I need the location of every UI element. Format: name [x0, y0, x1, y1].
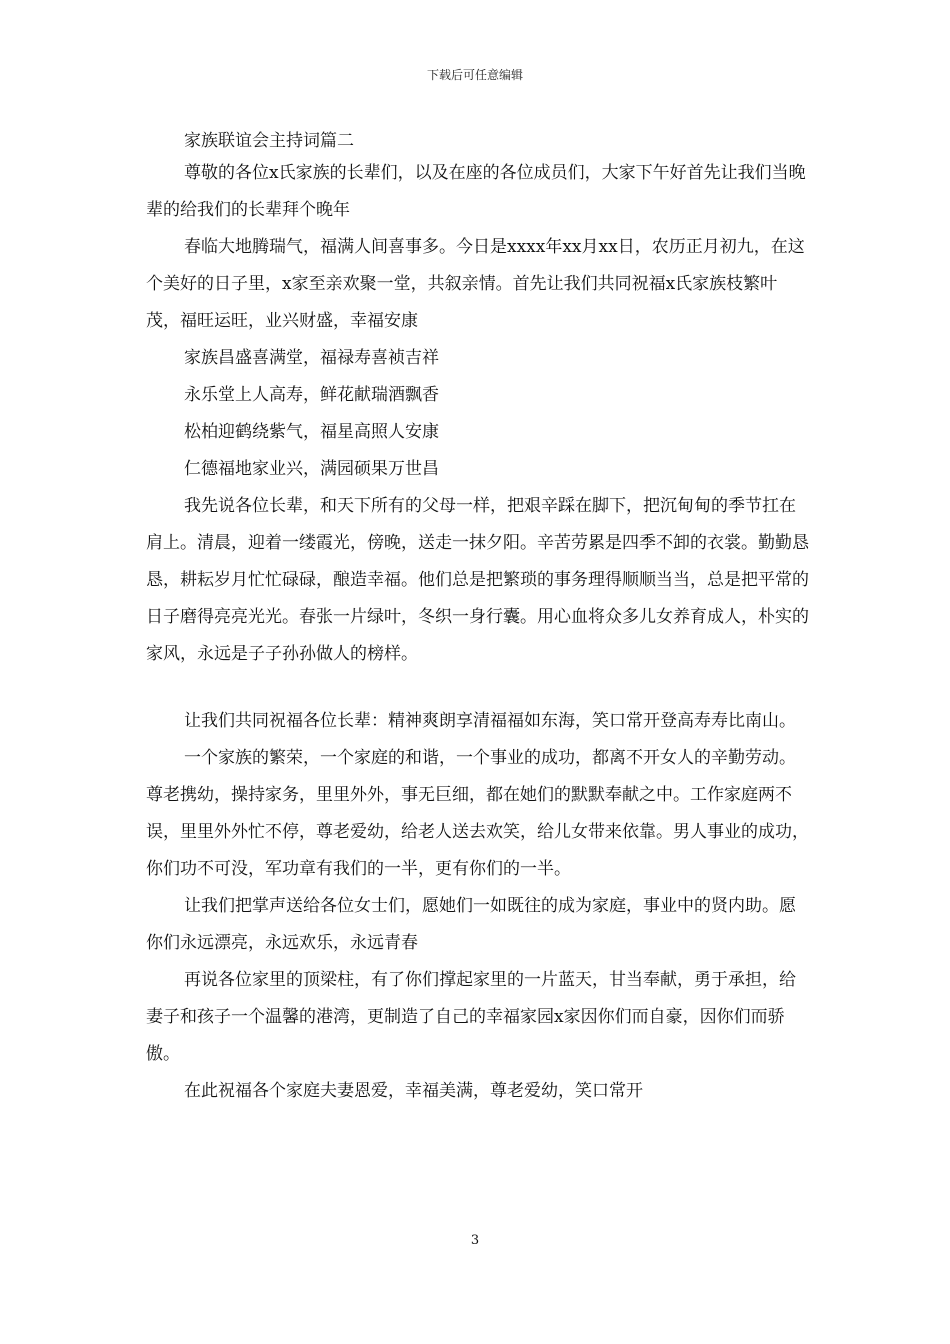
- paragraph: 在此祝福各个家庭夫妻恩爱，幸福美满，尊老爱幼，笑口常开: [184, 1081, 643, 1101]
- paragraph: 尊敬的各位x氏家族的长辈们，以及在座的各位成员们，大家下午好首先让我们当晚辈的给我们的长辈拜个晚年: [146, 163, 806, 220]
- page-header: 下载后可任意编辑: [426, 68, 523, 82]
- paragraph: 永乐堂上人高寿，鲜花献瑞酒飘香: [184, 385, 439, 405]
- paragraph: 让我们共同祝福各位长辈：精神爽朗享清福福如东海，笑口常开登高寿寿比南山。: [184, 711, 796, 731]
- paragraph: 一个家族的繁荣，一个家庭的和谐，一个事业的成功，都离不开女人的辛勤劳动。尊老携幼，操持家务，里里外外，事无巨细，都在她们的默默奉献之中。工作家庭两不误，里里外外忙不停，尊老爱幼，给老人送去欢笑，给儿女带来依靠。男人事业的成功，你们功不可没，军功章有我们的一半，更有你们的一半。: [146, 748, 809, 879]
- document-body: [146, 155, 810, 1110]
- paragraph: 松柏迎鹤绕紫气，福星高照人安康: [184, 422, 439, 442]
- paragraph: 仁德福地家业兴，满园硕果万世昌: [184, 459, 439, 479]
- paragraph: 让我们把掌声送给各位女士们，愿她们一如既往的成为家庭，事业中的贤内助。愿你们永远漂亮，永远欢乐，永远青春: [146, 896, 796, 953]
- document-title: 家族联谊会主持词篇二: [184, 131, 354, 151]
- paragraph: 春临大地腾瑞气，福满人间喜事多。今日是xxxx年xx月xx日，农历正月初九，在这个美好的日子里，x家至亲欢聚一堂，共叙亲情。首先让我们共同祝福x氏家族枝繁叶茂，福旺运旺，业兴财盛，幸福安康: [146, 237, 805, 331]
- paragraph: 家族昌盛喜满堂，福禄寿喜祯吉祥: [184, 348, 439, 368]
- paragraph: 再说各位家里的顶梁柱，有了你们撑起家里的一片蓝天，甘当奉献，勇于承担，给妻子和孩子一个温馨的港湾，更制造了自己的幸福家园x家因你们而自豪，因你们而骄傲。: [146, 970, 796, 1064]
- paragraph: 我先说各位长辈，和天下所有的父母一样，把艰辛踩在脚下，把沉甸甸的季节扛在肩上。清晨，迎着一缕霞光，傍晚，送走一抹夕阳。辛苦劳累是四季不卸的衣裳。勤勤恳恳，耕耘岁月忙忙碌碌，酿造幸福。他们总是把繁琐的事务理得顺顺当当，总是把平常的日子磨得亮亮光光。春张一片绿叶，冬织一身行囊。用心血将众多儿女养育成人，朴实的家风，永远是子子孙孙做人的榜样。: [146, 496, 809, 664]
- paragraph-spacer: [146, 673, 810, 703]
- page-number: 3: [470, 1233, 480, 1248]
